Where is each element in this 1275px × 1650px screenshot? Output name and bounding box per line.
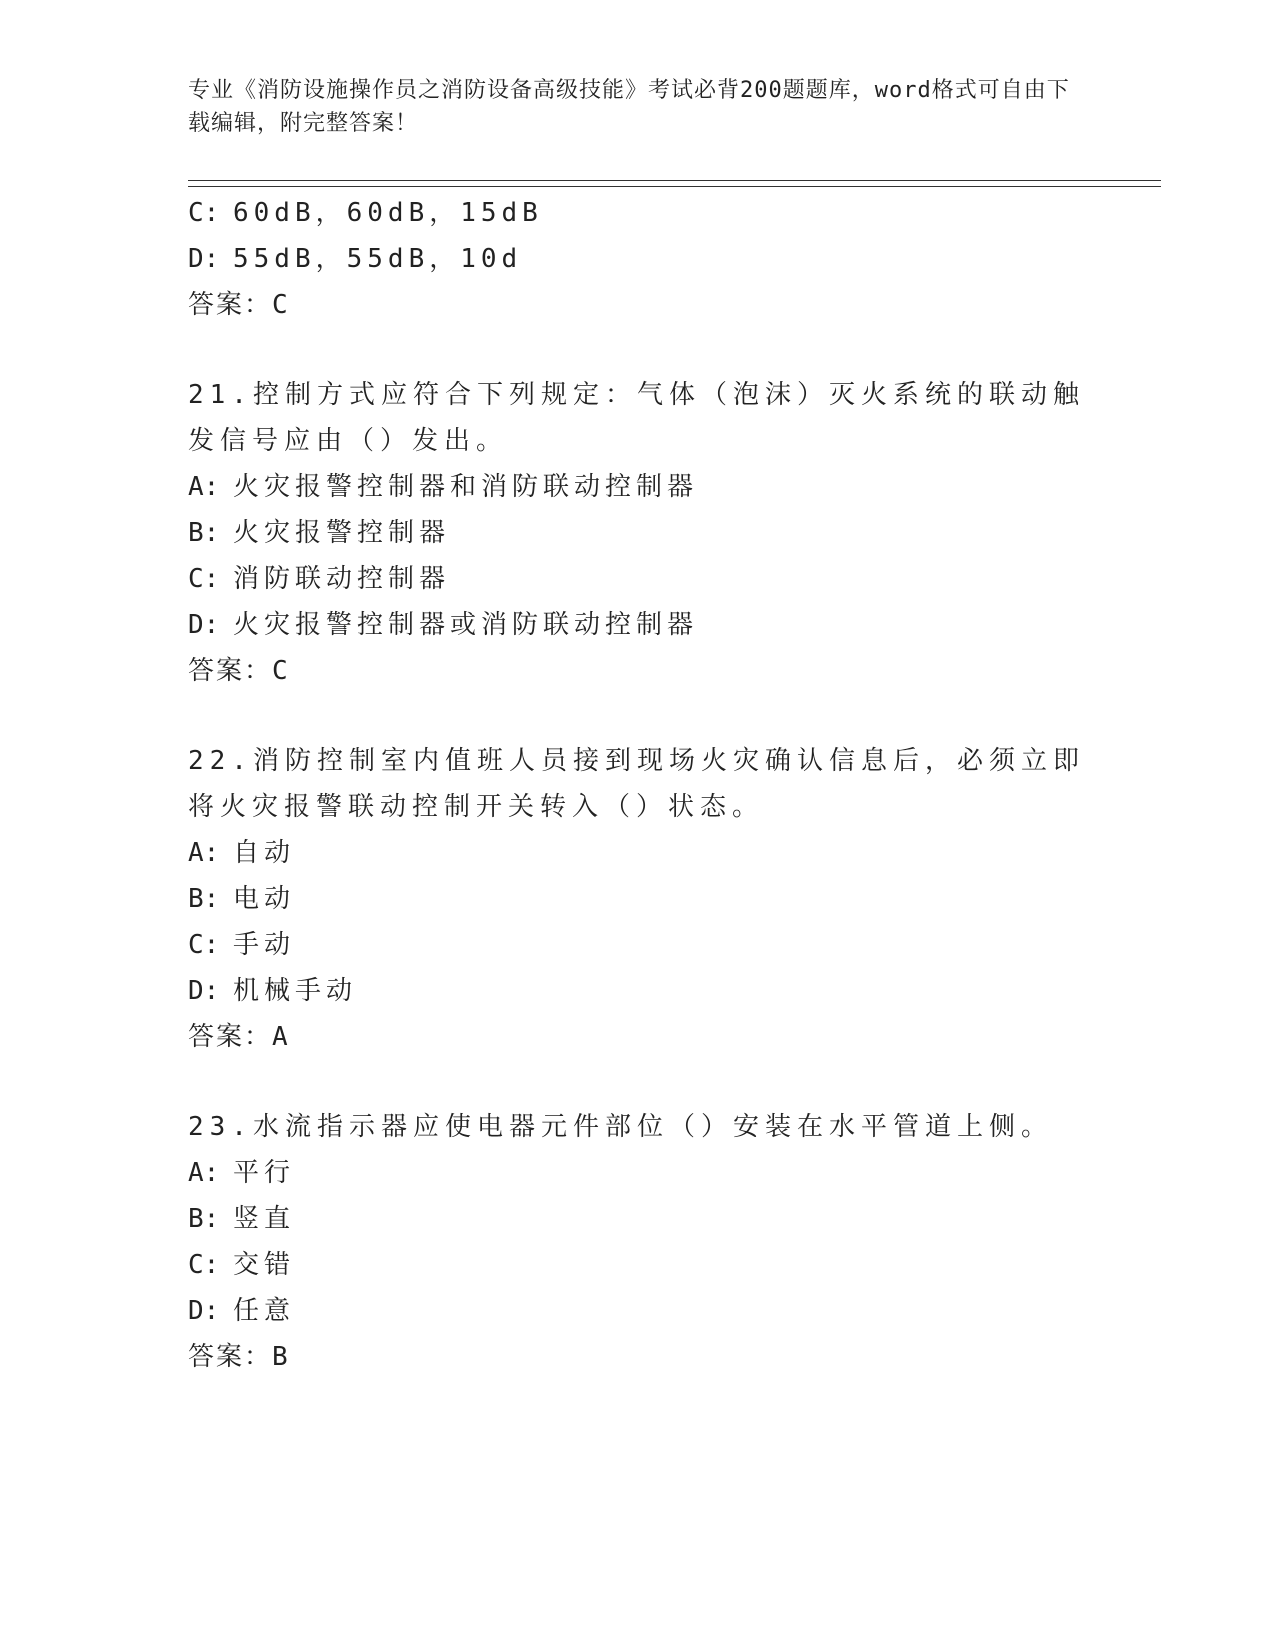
option-item <box>188 968 1088 1014</box>
option-item <box>188 1288 1088 1334</box>
answer-line: 答案：C <box>188 290 290 320</box>
option-key: B: <box>188 1204 220 1234</box>
header-divider <box>188 180 1161 187</box>
option-text: 交错 <box>233 1250 296 1280</box>
option-item <box>188 236 1088 282</box>
option-text: 电动 <box>233 884 296 914</box>
option-text: 机械手动 <box>233 976 358 1006</box>
option-item <box>188 922 1088 968</box>
option-key: C: <box>188 930 220 960</box>
question-stem: 23.水流指示器应使电器元件部位（）安装在水平管道上侧。 <box>188 1112 1053 1142</box>
option-text: 火灾报警控制器或消防联动控制器 <box>233 610 699 640</box>
question-block <box>188 372 1088 694</box>
question-stem: 22.消防控制室内值班人员接到现场火灾确认信息后，必须立即将火灾报警联动控制开关转入（）状态。 <box>188 746 1085 822</box>
option-key: A: <box>188 838 220 868</box>
option-key: C: <box>188 564 220 594</box>
option-key: A: <box>188 472 220 502</box>
answer-line: 答案：A <box>188 1022 290 1052</box>
question-stem: 21.控制方式应符合下列规定：气体（泡沫）灭火系统的联动触发信号应由（）发出。 <box>188 380 1085 456</box>
option-key: C: <box>188 1250 220 1280</box>
option-text: 自动 <box>233 838 296 868</box>
page-header: 专业《消防设施操作员之消防设备高级技能》考试必背200题题库，word格式可自由下载编辑，附完整答案！ <box>188 78 1070 136</box>
option-text: 60dB，60dB，15dB <box>233 198 543 228</box>
option-key: C: <box>188 198 220 228</box>
option-text: 平行 <box>233 1158 296 1188</box>
option-item <box>188 1150 1088 1196</box>
option-text: 消防联动控制器 <box>233 564 451 594</box>
answer-line: 答案：C <box>188 656 290 686</box>
option-item <box>188 1196 1088 1242</box>
option-text: 火灾报警控制器 <box>233 518 451 548</box>
option-item <box>188 190 1088 236</box>
option-item <box>188 602 1088 648</box>
question-block <box>188 738 1088 1060</box>
option-key: D: <box>188 976 220 1006</box>
option-item <box>188 876 1088 922</box>
option-item <box>188 830 1088 876</box>
option-key: B: <box>188 518 220 548</box>
option-text: 任意 <box>233 1296 296 1326</box>
option-key: D: <box>188 1296 220 1326</box>
option-key: D: <box>188 244 220 274</box>
option-text: 手动 <box>233 930 296 960</box>
option-item <box>188 556 1088 602</box>
option-text: 火灾报警控制器和消防联动控制器 <box>233 472 699 502</box>
option-key: D: <box>188 610 220 640</box>
option-item <box>188 1242 1088 1288</box>
option-text: 竖直 <box>233 1204 296 1234</box>
question-content <box>188 190 1088 1424</box>
option-key: A: <box>188 1158 220 1188</box>
answer-line: 答案：B <box>188 1342 290 1372</box>
carryover-block <box>188 190 1088 328</box>
question-block <box>188 1104 1088 1380</box>
option-text: 55dB，55dB，10d <box>233 244 523 274</box>
option-item <box>188 510 1088 556</box>
option-item <box>188 464 1088 510</box>
option-key: B: <box>188 884 220 914</box>
